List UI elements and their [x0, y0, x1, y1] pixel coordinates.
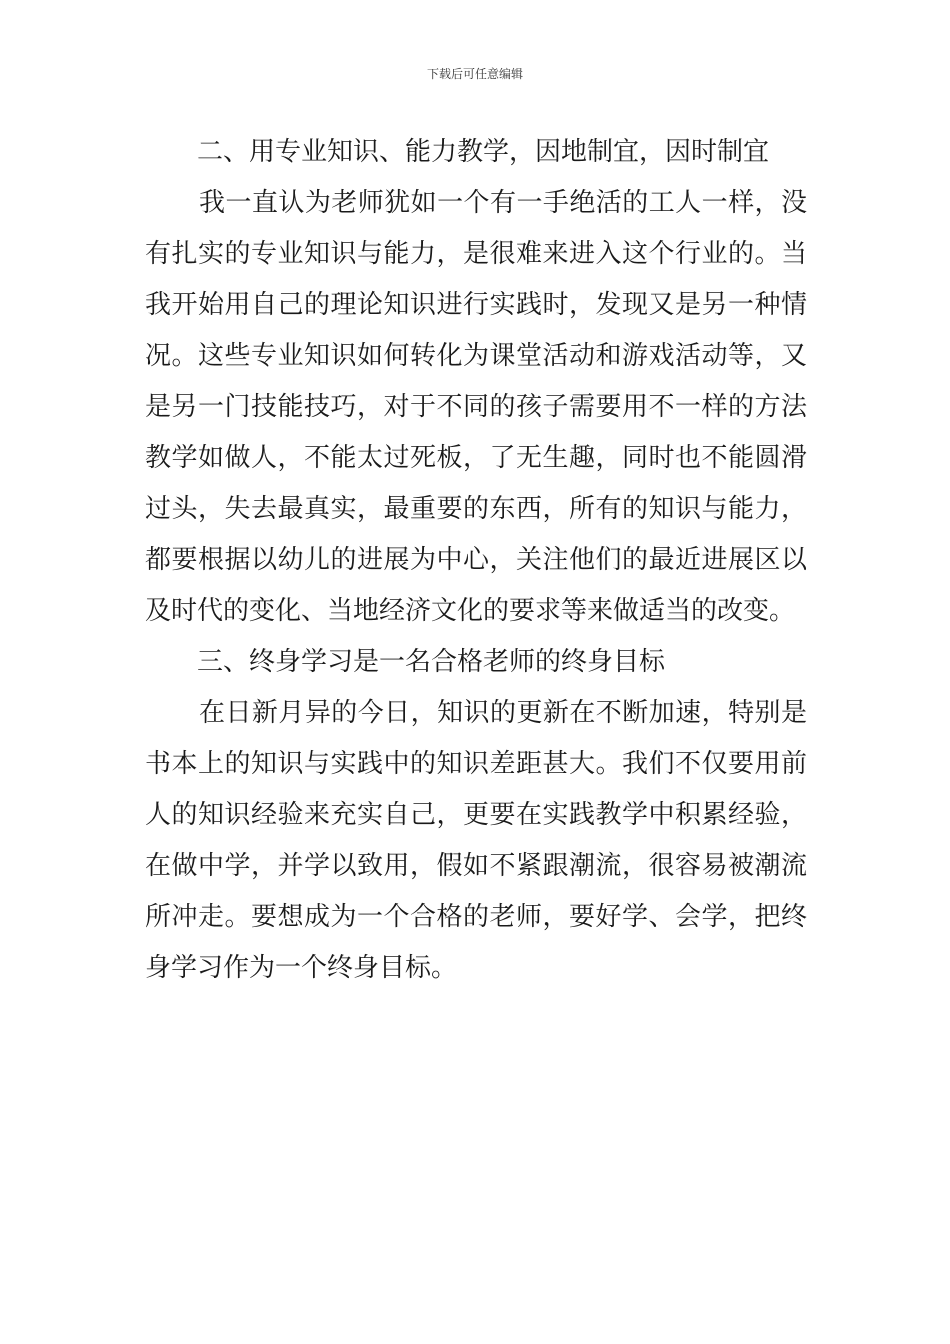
header-note: 下载后可任意编辑	[426, 67, 523, 81]
paragraph-line: 我开始用自己的理论知识进行实践时，发现又是另一种情	[145, 290, 807, 320]
paragraph-line: 有扎实的专业知识与能力，是很难来进入这个行业的。当	[145, 239, 807, 269]
paragraph-line: 在日新月异的今日，知识的更新在不断加速，特别是	[199, 698, 807, 728]
paragraph-line: 况。这些专业知识如何转化为课堂活动和游戏活动等，又	[145, 341, 807, 371]
section-heading: 二、用专业知识、能力教学，因地制宜，因时制宜	[197, 137, 770, 167]
paragraph-line: 教学如做人，不能太过死板，了无生趣，同时也不能圆滑	[145, 443, 807, 473]
paragraph-line: 人的知识经验来充实自己，更要在实践教学中积累经验，	[145, 800, 807, 830]
paragraph-line: 所冲走。要想成为一个合格的老师，要好学、会学，把终	[145, 902, 807, 932]
paragraph-line: 书本上的知识与实践中的知识差距甚大。我们不仅要用前	[145, 749, 807, 779]
paragraph-line: 过头，失去最真实，最重要的东西，所有的知识与能力，	[145, 494, 807, 524]
paragraph-line: 及时代的变化、当地经济文化的要求等来做适当的改变。	[145, 596, 796, 626]
paragraph-line: 在做中学，并学以致用，假如不紧跟潮流，很容易被潮流	[145, 851, 807, 881]
paragraph-line: 身学习作为一个终身目标。	[145, 953, 458, 983]
paragraph-line: 是另一门技能技巧，对于不同的孩子需要用不一样的方法	[145, 392, 807, 422]
section-heading: 三、终身学习是一名合格老师的终身目标	[197, 647, 666, 677]
paragraph-line: 都要根据以幼儿的进展为中心，关注他们的最近进展区以	[145, 545, 807, 575]
document-body	[145, 127, 807, 994]
paragraph-line: 我一直认为老师犹如一个有一手绝活的工人一样，没	[199, 188, 807, 218]
